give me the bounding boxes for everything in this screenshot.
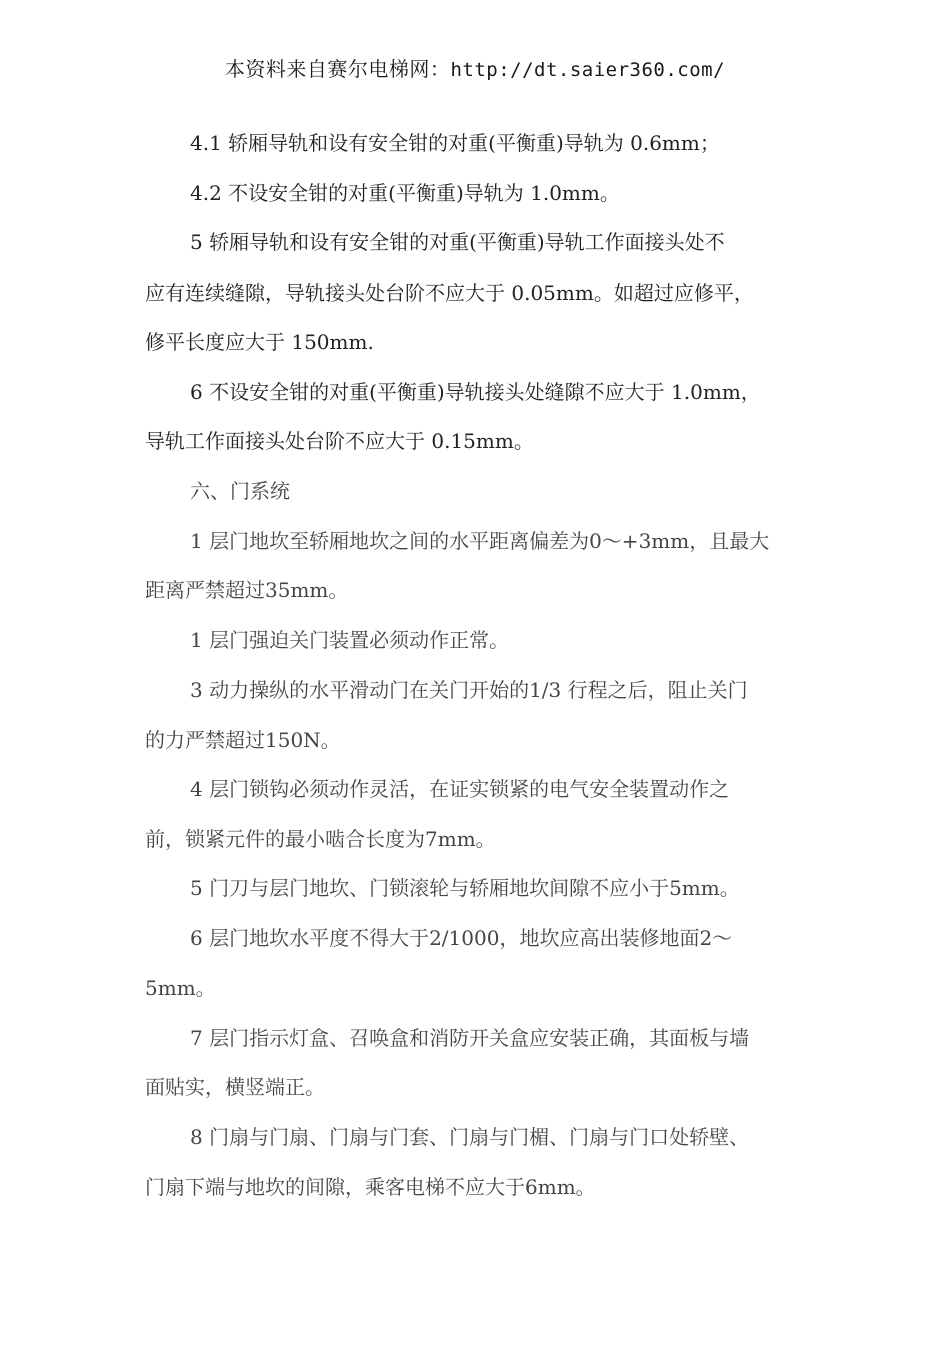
line-text: 应有连续缝隙，导轨接头处台阶不应大于 0.05mm。如超过应修平，	[145, 281, 754, 305]
line-text: 5 门刀与层门地坎、门锁滚轮与轿厢地坎间隙不应小于5mm。	[190, 876, 740, 900]
line-text: 5mm。	[145, 976, 216, 1000]
page-header	[0, 52, 950, 87]
line-text: 导轨工作面接头处台阶不应大于 0.15mm。	[145, 429, 534, 453]
line-text: 8 门扇与门扇、门扇与门套、门扇与门楣、门扇与门口处轿壁、	[190, 1125, 750, 1149]
line-text: 1 层门强迫关门装置必须动作正常。	[190, 628, 510, 652]
header-prefix: 本资料来自赛尔电梯网：	[224, 57, 451, 81]
line-text: 4.2 不设安全钳的对重(平衡重)导轨为 1.0mm。	[190, 181, 620, 205]
line-text: 3 动力操纵的水平滑动门在关门开始的1/3 行程之后，阻止关门	[190, 678, 748, 702]
line-text: 1 层门地坎至轿厢地坎之间的水平距离偏差为0～+3mm，且最大	[190, 529, 770, 553]
line-text: 门扇下端与地坎的间隙，乘客电梯不应大于6mm。	[145, 1175, 596, 1199]
line-text: 的力严禁超过150N。	[145, 728, 341, 752]
line-text: 6 层门地坎水平度不得大于2/1000，地坎应高出装修地面2～	[190, 926, 733, 950]
line-text: 4.1 轿厢导轨和设有安全钳的对重(平衡重)导轨为 0.6mm；	[190, 131, 720, 155]
line-text: 面贴实，横竖端正。	[145, 1075, 325, 1099]
section-title: 六、门系统	[190, 479, 290, 503]
line-text: 4 层门锁钩必须动作灵活，在证实锁紧的电气安全装置动作之	[190, 777, 730, 801]
line-text: 6 不设安全钳的对重(平衡重)导轨接头处缝隙不应大于 1.0mm，	[190, 380, 761, 404]
line-text: 7 层门指示灯盒、召唤盒和消防开关盒应安装正确，其面板与墙	[190, 1026, 750, 1050]
line-text: 修平长度应大于 150mm.	[145, 330, 374, 354]
line-text: 5 轿厢导轨和设有安全钳的对重(平衡重)导轨工作面接头处不	[190, 230, 725, 254]
header-url: http://dt.saier360.com/	[450, 59, 726, 81]
line-text: 距离严禁超过35mm。	[145, 578, 349, 602]
line-text: 前，锁紧元件的最小啮合长度为7mm。	[145, 827, 496, 851]
